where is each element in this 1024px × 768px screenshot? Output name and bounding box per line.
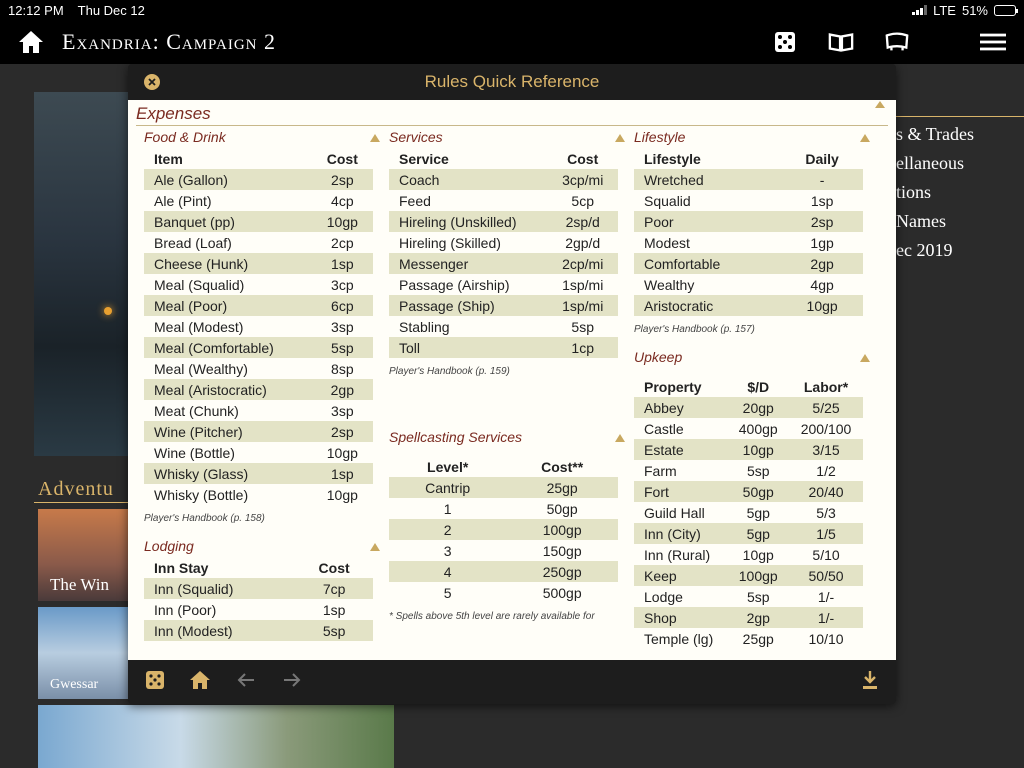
services-table	[389, 148, 618, 358]
battery-percent: 51%	[961, 2, 988, 18]
collapse-triangle-icon[interactable]	[615, 434, 625, 442]
table-row	[144, 379, 373, 400]
table-cell: Meal (Aristocratic)	[144, 379, 312, 400]
table-cell: Meal (Wealthy)	[154, 360, 248, 377]
table-cell: Estate	[634, 439, 727, 460]
table-cell: Whisky (Glass)	[144, 463, 312, 484]
table-row	[634, 523, 863, 544]
table-cell: 2gp	[312, 379, 373, 400]
menu-icon[interactable]	[980, 29, 1006, 55]
source-note: Player's Handbook (p. 157)	[634, 324, 755, 335]
adventures-heading: Adventu	[38, 478, 114, 500]
right-menu-item[interactable]: ec 2019	[896, 240, 953, 260]
table-cell: 1/-	[789, 607, 863, 628]
table-row	[389, 253, 618, 274]
ship-image	[34, 92, 134, 456]
table-cell: 50/50	[789, 565, 863, 586]
column-food-lodging	[144, 126, 380, 641]
table-cell: 10gp	[312, 211, 373, 232]
table-cell: Lodge	[644, 588, 683, 605]
table-cell: Inn (Squalid)	[144, 578, 295, 599]
spellcasting-table	[389, 456, 618, 603]
section-heading[interactable]: Lodging	[144, 535, 380, 557]
table-row	[144, 211, 373, 232]
table-row	[634, 211, 863, 232]
table-cell: 10gp	[781, 295, 863, 316]
table-cell: Passage (Airship)	[399, 276, 510, 293]
table-cell: 3cp	[331, 276, 354, 293]
table-row	[634, 232, 863, 253]
table-cell: 250gp	[506, 561, 618, 582]
table-row	[389, 498, 618, 519]
table-cell: 10gp	[326, 486, 358, 503]
table-row	[389, 477, 618, 498]
table-row	[389, 582, 618, 603]
table-row	[634, 397, 863, 418]
table-cell: 5sp	[746, 462, 770, 479]
table-cell: 10gp	[742, 546, 774, 563]
dice-icon[interactable]	[772, 29, 798, 55]
spellcasting-footnote: * Spells above 5th level are rarely available for	[389, 611, 595, 622]
table-row	[389, 519, 618, 540]
table-cell: 6cp	[312, 295, 373, 316]
status-time: 12:12 PM	[8, 2, 64, 18]
adventure-card-1[interactable]: The Win	[38, 509, 130, 601]
table-row	[144, 442, 373, 463]
table-row	[389, 274, 618, 295]
table-cell: Shop	[634, 607, 727, 628]
table-cell: 1gp	[810, 234, 834, 251]
food-drink-table	[144, 148, 373, 505]
table-row	[634, 418, 863, 439]
modal-footer	[128, 660, 896, 704]
table-row	[634, 565, 863, 586]
table-cell: 2sp/d	[547, 211, 618, 232]
table-cell: Cantrip	[389, 477, 506, 498]
table-cell: Coach	[389, 169, 547, 190]
app-header	[0, 20, 1024, 64]
rules-quick-reference-modal	[128, 64, 896, 704]
table-cell: Feed	[399, 192, 431, 209]
table-cell: Bread (Loaf)	[154, 234, 232, 251]
right-menu-item[interactable]: ellaneous	[896, 153, 964, 173]
table-cell: 100gp	[506, 519, 618, 540]
table-row	[144, 274, 373, 295]
table-row	[389, 337, 618, 358]
table-row	[144, 599, 373, 620]
table-row	[634, 628, 863, 649]
modal-content[interactable]	[128, 100, 896, 660]
table-cell: 20gp	[727, 397, 789, 418]
right-menu-divider	[896, 116, 1024, 117]
table-cell: Comfortable	[634, 253, 781, 274]
column-lifestyle-upkeep	[634, 126, 870, 649]
home-icon[interactable]	[18, 29, 44, 55]
table-cell: Wretched	[634, 169, 781, 190]
table-cell: Abbey	[634, 397, 727, 418]
table-row	[389, 561, 618, 582]
collapse-triangle-icon[interactable]	[370, 134, 380, 142]
column-header: Property	[644, 378, 702, 395]
column-header: Inn Stay	[154, 559, 209, 576]
table-cell: Guild Hall	[644, 504, 705, 521]
table-row	[634, 295, 863, 316]
table-cell: Poor	[634, 211, 781, 232]
table-cell: Cheese (Hunk)	[144, 253, 312, 274]
dice-icon[interactable]	[146, 671, 164, 694]
right-menu-item[interactable]: Names	[896, 211, 946, 231]
table-cell: 5cp	[571, 192, 594, 209]
section-heading[interactable]: Upkeep	[634, 346, 870, 368]
table-cell: 1/-	[817, 588, 835, 605]
screen-icon[interactable]	[884, 29, 910, 55]
table-row	[389, 316, 618, 337]
source-note: Player's Handbook (p. 159)	[389, 366, 510, 377]
table-cell: 1sp/mi	[562, 276, 604, 293]
table-cell: Aristocratic	[634, 295, 781, 316]
table-cell: 2sp	[781, 211, 863, 232]
right-menu-item[interactable]: s & Trades	[896, 124, 975, 144]
table-cell: 5gp	[746, 504, 770, 521]
download-icon[interactable]	[862, 671, 878, 694]
table-cell: 2	[389, 519, 506, 540]
table-cell: 500gp	[542, 584, 582, 601]
table-cell: 50gp	[546, 500, 578, 517]
table-row	[144, 295, 373, 316]
table-cell: Whisky (Bottle)	[154, 486, 249, 503]
table-row	[389, 211, 618, 232]
table-row	[144, 190, 373, 211]
table-cell: Inn (Poor)	[154, 601, 217, 618]
table-cell: 1sp/mi	[547, 295, 618, 316]
table-cell: 1/5	[789, 523, 863, 544]
table-cell: Hireling (Unskilled)	[389, 211, 547, 232]
table-row	[144, 253, 373, 274]
column-header: Labor*	[803, 378, 849, 395]
table-cell: 20/40	[789, 481, 863, 502]
lodging-table	[144, 557, 373, 641]
table-row	[634, 190, 863, 211]
table-row	[389, 169, 618, 190]
source-note: Player's Handbook (p. 158)	[144, 513, 265, 524]
section-heading[interactable]: Spellcasting Services	[389, 426, 625, 448]
table-cell: Inn (City)	[634, 523, 727, 544]
table-cell: 25gp	[742, 630, 774, 647]
table-cell: 400gp	[738, 420, 778, 437]
back-arrow-icon[interactable]	[236, 672, 256, 693]
right-menu-item[interactable]: tions	[896, 182, 932, 202]
table-cell: 5/25	[789, 397, 863, 418]
table-row	[389, 232, 618, 253]
table-cell: 4gp	[810, 276, 834, 293]
table-cell: 2cp/mi	[547, 253, 618, 274]
app-title: Exandria: Campaign 2	[62, 29, 277, 54]
table-cell: Meat (Chunk)	[154, 402, 239, 419]
doc-title: Expenses	[136, 104, 888, 126]
table-cell: Hireling (Skilled)	[399, 234, 501, 251]
table-cell: 2gp/d	[565, 234, 601, 251]
table-row	[634, 460, 863, 481]
table-cell: Keep	[634, 565, 727, 586]
table-row	[634, 169, 863, 190]
table-row	[144, 337, 373, 358]
table-cell: 3cp/mi	[547, 169, 618, 190]
table-cell: Fort	[634, 481, 727, 502]
table-cell: Wine (Bottle)	[154, 444, 235, 461]
battery-icon	[994, 5, 1016, 16]
table-row	[144, 232, 373, 253]
column-header: Service	[399, 150, 449, 167]
table-cell: 5sp	[746, 588, 770, 605]
table-cell: -	[781, 169, 863, 190]
collapse-triangle-icon[interactable]	[860, 134, 870, 142]
table-cell: 2cp	[331, 234, 354, 251]
table-cell: 1/2	[816, 462, 836, 479]
table-cell: Squalid	[644, 192, 691, 209]
table-row	[144, 358, 373, 379]
table-cell: 200/100	[800, 420, 852, 437]
table-cell: 10gp	[727, 439, 789, 460]
column-header: Item	[154, 150, 183, 167]
table-cell: 1sp	[312, 253, 373, 274]
table-cell: 4	[389, 561, 506, 582]
status-bar	[0, 0, 1024, 20]
column-header: Cost	[318, 559, 350, 576]
table-row	[634, 274, 863, 295]
heading-underline	[34, 502, 134, 503]
table-cell: 1	[443, 500, 452, 517]
home-icon[interactable]	[190, 671, 210, 694]
column-header: Cost	[326, 150, 358, 167]
table-cell: Wealthy	[644, 276, 695, 293]
table-cell: 150gp	[542, 542, 582, 559]
table-cell: 2gp	[727, 607, 789, 628]
table-row	[634, 481, 863, 502]
collapse-triangle-icon[interactable]	[874, 100, 886, 108]
collapse-triangle-icon[interactable]	[860, 354, 870, 362]
table-cell: Meal (Squalid)	[154, 276, 245, 293]
table-cell: 5/10	[812, 546, 840, 563]
table-cell: Castle	[644, 420, 684, 437]
table-row	[634, 502, 863, 523]
section-heading[interactable]: Lifestyle	[634, 126, 870, 148]
column-header: Level*	[427, 458, 469, 475]
table-cell: Temple (lg)	[644, 630, 714, 647]
column-header: Cost**	[541, 458, 584, 475]
lifestyle-table	[634, 148, 863, 316]
table-row	[144, 578, 373, 599]
table-row	[634, 586, 863, 607]
table-cell: 1sp	[322, 601, 346, 618]
status-date: Thu Dec 12	[77, 2, 145, 18]
table-cell: Wine (Pitcher)	[144, 421, 312, 442]
table-cell: 4cp	[331, 192, 354, 209]
table-cell: Meal (Poor)	[144, 295, 312, 316]
table-cell: 100gp	[727, 565, 789, 586]
table-row	[144, 400, 373, 421]
table-cell: 1sp	[312, 463, 373, 484]
table-cell: Meal (Comfortable)	[144, 337, 312, 358]
modal-title: Rules Quick Reference	[424, 72, 600, 91]
table-cell: 8sp	[331, 360, 354, 377]
column-header: Lifestyle	[644, 150, 701, 167]
section-heading[interactable]: Services	[389, 126, 625, 148]
table-cell: Passage (Ship)	[389, 295, 547, 316]
table-cell: Farm	[644, 462, 677, 479]
collapse-triangle-icon[interactable]	[370, 543, 380, 551]
table-row	[389, 190, 618, 211]
section-heading[interactable]: Food & Drink	[144, 126, 380, 148]
column-header: Cost	[567, 150, 599, 167]
table-cell: 5gp	[727, 523, 789, 544]
table-cell: 2gp	[781, 253, 863, 274]
adventure-card-2[interactable]: Gwessar	[38, 607, 130, 699]
table-cell: 5sp	[295, 620, 373, 641]
table-row	[634, 607, 863, 628]
column-header: $/D	[747, 378, 770, 395]
column-services	[389, 126, 625, 633]
table-cell: 7cp	[295, 578, 373, 599]
table-row	[144, 421, 373, 442]
table-cell: 5sp	[571, 318, 594, 335]
table-cell: 3sp	[331, 318, 354, 335]
table-cell: Messenger	[389, 253, 547, 274]
table-cell: Toll	[389, 337, 547, 358]
table-cell: Modest	[644, 234, 690, 251]
adventure-card-3[interactable]	[38, 705, 394, 768]
forward-arrow-icon[interactable]	[282, 672, 302, 693]
table-cell: 2sp	[312, 421, 373, 442]
table-cell: Banquet (pp)	[144, 211, 312, 232]
close-icon[interactable]	[144, 74, 160, 90]
table-cell: Inn (Modest)	[144, 620, 295, 641]
table-cell: 2sp	[312, 169, 373, 190]
table-cell: 50gp	[727, 481, 789, 502]
column-header: Daily	[805, 150, 839, 167]
signal-icon	[912, 5, 927, 15]
right-menu	[896, 120, 974, 265]
table-cell: 25gp	[506, 477, 618, 498]
table-cell: Meal (Modest)	[154, 318, 244, 335]
table-row	[389, 540, 618, 561]
table-row	[144, 169, 373, 190]
table-row	[634, 544, 863, 565]
table-cell: 5	[443, 584, 452, 601]
table-cell: 1sp	[810, 192, 834, 209]
network-label: LTE	[933, 2, 956, 18]
table-cell: 1cp	[547, 337, 618, 358]
collapse-triangle-icon[interactable]	[615, 134, 625, 142]
table-cell: 10/10	[808, 630, 844, 647]
table-cell: 5/3	[816, 504, 836, 521]
table-row	[144, 484, 373, 505]
table-row	[144, 463, 373, 484]
table-cell: 3sp	[331, 402, 354, 419]
table-cell: Ale (Pint)	[154, 192, 212, 209]
table-cell: Inn (Rural)	[644, 546, 711, 563]
table-cell: Ale (Gallon)	[144, 169, 312, 190]
table-cell: 3/15	[789, 439, 863, 460]
upkeep-table	[634, 376, 863, 649]
table-cell: 5sp	[312, 337, 373, 358]
table-row	[389, 295, 618, 316]
table-row	[634, 439, 863, 460]
table-row	[144, 620, 373, 641]
table-cell: Stabling	[399, 318, 450, 335]
table-row	[144, 316, 373, 337]
book-icon[interactable]	[828, 29, 854, 55]
table-cell: 10gp	[326, 444, 358, 461]
table-cell: 3	[443, 542, 452, 559]
table-row	[634, 253, 863, 274]
